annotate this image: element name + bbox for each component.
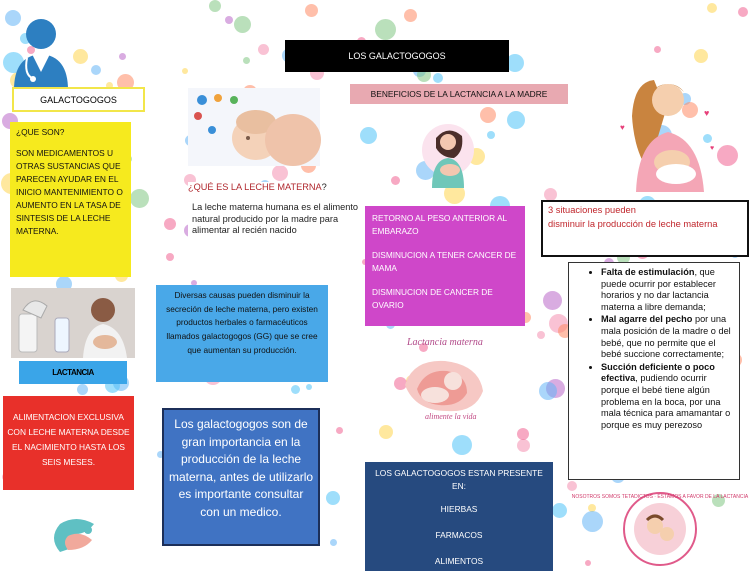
- beneficios-label: [350, 84, 568, 104]
- que-es-question: [188, 182, 358, 192]
- situaciones-line1: 3 situaciones pueden: [548, 205, 636, 215]
- situaciones-list: [573, 267, 735, 431]
- beneficio-item: DISMINUCION A TENER CANCER DE MAMA: [372, 250, 517, 273]
- situacion-item: [601, 267, 735, 313]
- confetti-dot: [585, 560, 591, 566]
- importancia-text: Los galactogogos son de gran importancia en la producción de la leche materna, antes de utilizarlo es importante consultar con un medico.: [168, 417, 314, 519]
- confetti-dot: [582, 511, 603, 532]
- svg-text:♥: ♥: [710, 145, 715, 152]
- presente-box: [365, 462, 553, 571]
- confetti-dot: [182, 68, 188, 74]
- confetti-dot: [326, 491, 340, 505]
- confetti-dot: [234, 16, 251, 33]
- page-title: [285, 40, 509, 72]
- situaciones-box: [541, 200, 749, 257]
- confetti-dot: [517, 428, 529, 440]
- seal-text: NOSOTROS SOMOS TETADICTOS · ESTAMOS A FAVOR DE LA LACTANCIA: [571, 494, 749, 500]
- lactancia-card-title: Lactancia materna: [407, 337, 483, 348]
- situaciones-list-box: [568, 262, 740, 480]
- mother-baby-illustration: [612, 70, 722, 195]
- beneficio-item: RETORNO AL PESO ANTERIOR AL EMBARAZO: [372, 213, 507, 236]
- beneficio-item: DISMINUCION DE CANCER DE OVARIO: [372, 287, 493, 310]
- lactancia-card-tagline: alimente la vida: [425, 412, 477, 421]
- confetti-dot: [567, 481, 577, 491]
- confetti-dot: [272, 165, 288, 181]
- lactancia-logo-icon: [10, 504, 150, 564]
- lactancia-materna-card: [367, 333, 519, 428]
- tetadictos-seal: [571, 490, 749, 568]
- confetti-dot: [166, 253, 174, 261]
- alimentacion-box: [3, 396, 134, 490]
- situacion-item: [601, 314, 735, 360]
- baby-photo: [188, 88, 320, 166]
- alimentacion-text: ALIMENTACION EXCLUSIVA CON LECHE MATERNA DESDE EL NACIMIENTO HASTA LOS SEIS MESES.: [7, 412, 130, 467]
- situaciones-line2: disminuir la producción de leche materna: [548, 218, 718, 229]
- que-son-box: [10, 122, 131, 277]
- confetti-dot: [507, 111, 525, 129]
- confetti-dot: [738, 7, 748, 17]
- confetti-dot: [305, 4, 318, 17]
- confetti-dot: [375, 19, 396, 40]
- confetti-dot: [306, 384, 312, 390]
- confetti-dot: [552, 503, 567, 518]
- confetti-dot: [391, 176, 400, 185]
- breast-pump-photo: [11, 288, 135, 358]
- situacion-text: , que puede ocurrir por establecer horarios y no dar lactancia materna a libre demanda;: [601, 267, 716, 312]
- mother-baby-silhouette-icon: [395, 355, 495, 415]
- presente-item: FARMACOS: [435, 530, 483, 540]
- confetti-dot: [336, 427, 343, 434]
- confetti-dot: [225, 16, 233, 24]
- confetti-dot: [360, 127, 377, 144]
- confetti-dot: [209, 0, 221, 12]
- causas-text: Diversas causas pueden disminuir la secreción de leche materna, pero existen productos herbales o farmacéuticos llamados galactogogos (GG) que se cree que aumentan su producción.: [166, 290, 318, 355]
- confetti-dot: [258, 44, 269, 55]
- que-es-question-text: ¿QUÉ ES LA LECHE MATERNA: [188, 182, 322, 192]
- beneficios-box: [365, 206, 525, 326]
- confetti-dot: [543, 291, 562, 310]
- confetti-dot: [291, 385, 300, 394]
- confetti-dot: [452, 435, 472, 455]
- confetti-dot: [91, 65, 101, 75]
- situacion-title: Succión deficiente o poco efectiva: [601, 361, 715, 384]
- confetti-dot: [164, 218, 176, 230]
- situacion-text: , pudiendo ocurrir porque el bebé tiene algún problema en la boca, por una mala técnica para amamantar o porque es muy perezoso: [601, 373, 731, 430]
- confetti-dot: [119, 53, 126, 60]
- galactogogos-label-text: GALACTOGOGOS: [40, 94, 117, 105]
- doctor-icon: [10, 10, 72, 90]
- confetti-dot: [517, 439, 530, 452]
- svg-text:♥: ♥: [620, 123, 625, 132]
- svg-text:♥: ♥: [704, 108, 710, 118]
- presente-item: ALIMENTOS: [434, 556, 484, 566]
- confetti-dot: [130, 189, 149, 208]
- confetti-dot: [243, 57, 250, 64]
- confetti-dot: [433, 73, 443, 83]
- que-es-body: La leche materna humana es el alimento natural producido por la madre para alimentar al recién nacido: [192, 202, 358, 235]
- confetti-dot: [654, 46, 661, 53]
- lactancia-label-text: LACTANCIA: [52, 368, 94, 377]
- situacion-item: [601, 362, 735, 432]
- que-son-body: SON MEDICAMENTOS U OTRAS SUSTANCIAS QUE PARECEN AYUDAR EN EL INICIO MANTENIMIENTO O AUMENTO EN LA TASA DE SINTESIS DE LA LECHE MATERNA.: [16, 148, 123, 236]
- mother-breastfeeding-illustration: [418, 118, 478, 194]
- situacion-title: Mal agarre del pecho: [601, 314, 693, 325]
- confetti-dot: [404, 9, 417, 22]
- confetti-dot: [707, 3, 717, 13]
- lactancia-label: [19, 361, 127, 384]
- que-es-leche-box: [188, 182, 358, 272]
- situacion-title: Falta de estimulación: [601, 267, 695, 277]
- beneficios-label-text: BENEFICIOS DE LA LACTANCIA A LA MADRE: [370, 89, 548, 99]
- confetti-dot: [480, 107, 496, 123]
- confetti-dot: [537, 331, 545, 339]
- importancia-box: [162, 408, 320, 546]
- galactogogos-label: [12, 87, 145, 112]
- situacion-text: por una mala posición de la madre o del bebé, que no permite que el bebé succione correctamente;: [601, 314, 731, 360]
- confetti-dot: [77, 384, 88, 395]
- confetti-dot: [330, 539, 337, 546]
- page-title-text: LOS GALACTOGOGOS: [348, 51, 446, 61]
- confetti-dot: [487, 131, 495, 139]
- que-es-question-mark: ?: [321, 182, 327, 192]
- que-son-question: ¿QUE SON?: [16, 127, 65, 137]
- confetti-dot: [73, 49, 88, 64]
- confetti-dot: [694, 49, 708, 63]
- causas-box: [156, 285, 328, 382]
- presente-heading: LOS GALACTOGOGOS ESTAN PRESENTE EN:: [375, 468, 543, 491]
- presente-item: HIERBAS: [440, 504, 478, 514]
- confetti-dot: [539, 382, 557, 400]
